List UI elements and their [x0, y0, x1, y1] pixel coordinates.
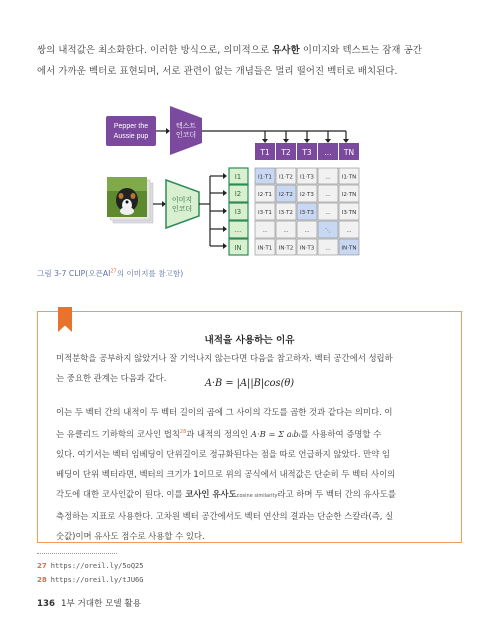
matrix-cell-label: IN·T1 [257, 245, 273, 252]
intro-line-2: 에서 가까운 벡터로 표현되며, 서로 관련이 없는 개념들은 멀리 떨어진 벡터로 배치된다. [37, 66, 398, 77]
box-paragraph-1: 미적분학을 공부하지 않았거나 잘 기억나지 않는다면 다음을 참고하자. 벡터 공간에서 성립하 는 중요한 관계는 다음과 같다. [56, 353, 393, 383]
matrix-cell-label: I1·T2 [279, 174, 293, 181]
matrix-cell-label: I3·T3 [300, 210, 314, 216]
matrix-cell-label: IN·TN [341, 245, 357, 252]
matrix-cell-label: I2·T2 [279, 192, 293, 198]
box-title: 내적을 사용하는 이유 [204, 335, 295, 346]
text-header-4: ... [324, 148, 332, 157]
dog-image [107, 177, 147, 217]
text-input-line-2: Aussie pup [113, 133, 149, 140]
matrix-cell-label: ... [346, 228, 352, 234]
image-encoder-label-1: 이미지 [171, 196, 193, 204]
matrix-cell-label: I1·T3 [300, 174, 314, 181]
text-header-2: T2 [281, 148, 291, 157]
image-row-3: I3 [234, 208, 242, 216]
text-input-box [106, 116, 156, 146]
bold-word: 유사한 [272, 45, 300, 56]
matrix-cell-label: ... [325, 174, 331, 181]
info-box [37, 311, 462, 543]
text-header-5: TN [343, 148, 355, 157]
matrix-cell-label: ... [325, 192, 331, 198]
matrix-cell-label: I2·T1 [258, 192, 272, 198]
footnote-27[interactable]: 27 https://oreil.ly/5oQ25 [37, 562, 144, 570]
image-encoder [166, 180, 199, 228]
matrix-cell-label: I2·T3 [300, 192, 314, 198]
matrix-cell-label: ... [304, 228, 310, 234]
page-footer [37, 597, 141, 609]
matrix-cell-label: ... [325, 245, 331, 252]
similarity-matrix [255, 168, 359, 255]
matrix-cell-label: IN·T3 [299, 245, 315, 252]
matrix-cell-label: IN·T2 [278, 245, 294, 252]
box-paragraph-2: 이는 두 벡터 간의 내적이 두 벡터 길이의 곱에 그 사이의 각도를 곱한 것과 같다는 의미다. 이 는 유클리드 기하학의 코사인 법칙$^{28}$과 내적의 정의인 A·B = Σ aᵢbᵢ를 사용하여 증명할 수 있다. 여기서는 벡터 임베딩이 단위길이로 정규화된다는 점을 따로 언급하지 않았다. 만약 임 베딩이 단위 벡터라면, 벡터의 크기가 1이므로 위의 공식에서 내적값은 단순히 두 벡터 사이의 각도에 대한 코사인값이 된다. 이를 코사인 유사도cosine similarity라고 하며 두 벡터 간의 유사도를 측정하는 지표로 사용한다. 고차원 벡터 공간에서도 벡터 연산의 결과는 단순한 스칼라(즉, 실 숫값)이며 유사도 점수로 사용할 수 있다. [56, 407, 396, 541]
matrix-cell-label: I1·TN [341, 174, 357, 181]
image-row-2: I2 [234, 190, 242, 198]
cosine-similarity-term: 코사인 유사도 [185, 488, 237, 499]
matrix-cell-label: I3·T1 [258, 210, 272, 216]
footnote-28[interactable]: 28 https://oreil.ly/tJU6G [37, 576, 144, 584]
clip-diagram [0, 0, 500, 290]
cosine-formula: A·B = |A||B|cos(θ) [204, 378, 295, 389]
text-encoder-label-2: 인코더 [175, 131, 197, 139]
image-row-4: ... [234, 226, 242, 234]
matrix-cell-label: I3·T2 [279, 210, 293, 216]
footnote-ref-28[interactable]: 28 [179, 429, 187, 435]
matrix-cell-label: ... [262, 228, 268, 234]
matrix-cell-label: I2·TN [341, 192, 357, 198]
intro-line-1: 쌍의 내적값은 최소화한다. 이러한 방식으로, 의미적으로 유사한 이미지와 텍스트는 잠재 공간 [37, 45, 422, 56]
section-title: 1부 거대한 모델 활용 [60, 599, 142, 609]
matrix-cell-label: I3·TN [341, 210, 357, 216]
dot-product-definition: A·B = Σ aᵢbᵢ [250, 428, 301, 439]
figure-caption: 그림 3-7 CLIP(오픈AI$^{27}$의 이미지를 참고함) [37, 268, 184, 278]
text-encoder-label-1: 텍스트 [175, 122, 197, 130]
text-header-1: T1 [260, 148, 270, 157]
text-header-3: T3 [302, 148, 312, 157]
matrix-cell-label: ... [283, 228, 289, 234]
image-row-5: IN [234, 244, 242, 252]
page-number: 136 [37, 599, 55, 609]
matrix-cell-label: ... [325, 210, 331, 216]
footnote-divider [37, 553, 117, 554]
matrix-cell-label: ⋱ [325, 228, 331, 234]
text-input-line-1: Pepper the [113, 123, 149, 130]
image-row-1: I1 [234, 173, 242, 181]
image-encoder-label-2: 인코더 [171, 205, 193, 213]
matrix-cell-label: I1·T1 [258, 174, 272, 181]
